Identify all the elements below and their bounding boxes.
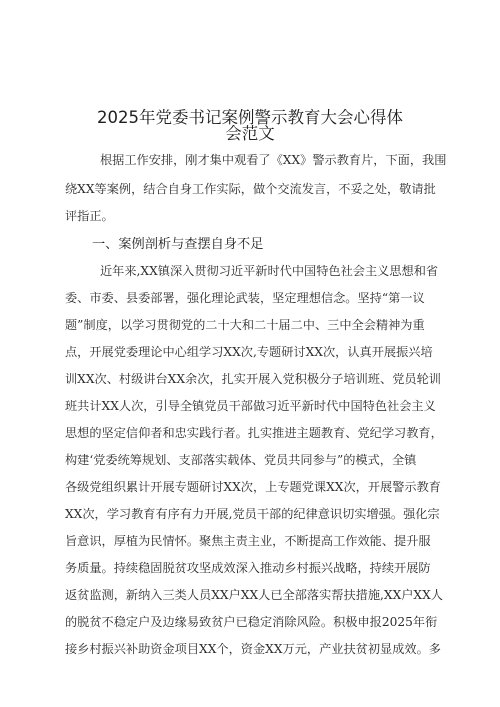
body-line: 接乡村振兴补助资金项目XX个，资金XX万元，产业扶贫初显成效。多 [65, 642, 441, 656]
body-line: 训XX次、村级讲台XX余次，扎实开展入党积极分子培训班、党员轮训 [65, 372, 441, 386]
intro-line: 评指正。 [65, 209, 114, 223]
document-title-continued: 会范文 [225, 124, 275, 143]
body-line: 的脱贫不稳定户及边缘易致贫户已稳定消除风险。积极申报2025年衔 [65, 615, 438, 629]
document-title: 2025年党委书记案例警示教育大会心得体 [97, 108, 403, 127]
body-line: 题”制度，以学习贯彻党的二十大和二十届二中、三中全会精神为重 [65, 318, 425, 332]
intro-line: 绕XX等案例，结合自身工作实际，做个交流发言，不妥之处，敬请批 [65, 182, 436, 196]
body-line: 构建‘党委统筹规划、支部落实载体、党员共同参与”的模式，全镇 [65, 453, 417, 467]
body-line: 各级党组织累计开展专题研讨XX次，上专题党课XX次，开展警示教育 [65, 480, 441, 494]
body-line: 思想的坚定信仰者和忠实践行者。扎实推进主题教育、党纪学习教育， [65, 426, 443, 440]
body-line: XX次，学习教育有序有力开展,党员干部的纪律意识切实增强。强化宗 [65, 507, 440, 521]
body-line: 班共计XX人次，引导全镇党员干部做习近平新时代中国特色社会主义 [65, 399, 436, 413]
body-line: 点，开展党委理论中心组学习XX次,专题研讨XX次，认真开展振兴培 [65, 345, 433, 359]
section-heading: 一、案例剖析与查摆自身不足 [92, 237, 264, 252]
body-line: 务质量。持续稳固脱贫攻坚成效深入推动乡村振兴战略，持续开展防 [65, 561, 431, 575]
body-line: 委、市委、县委部署，强化理论武装，坚定理想信念。坚持“第一议 [65, 291, 425, 305]
body-line: 近年来,XX镇深入贯彻习近平新时代中国特色社会主义思想和省 [100, 264, 439, 278]
body-line: 旨意识，厚植为民情怀。聚焦主责主业，不断提高工作效能、提升服 [65, 534, 431, 548]
intro-line: 根据工作安排，刚才集中观看了《XX》警示教育片，下面，我围 [100, 153, 447, 167]
body-line: 返贫监测，新纳入三类人员XX户XX人已全部落实帮扶措施,XX户XX人 [65, 588, 443, 602]
